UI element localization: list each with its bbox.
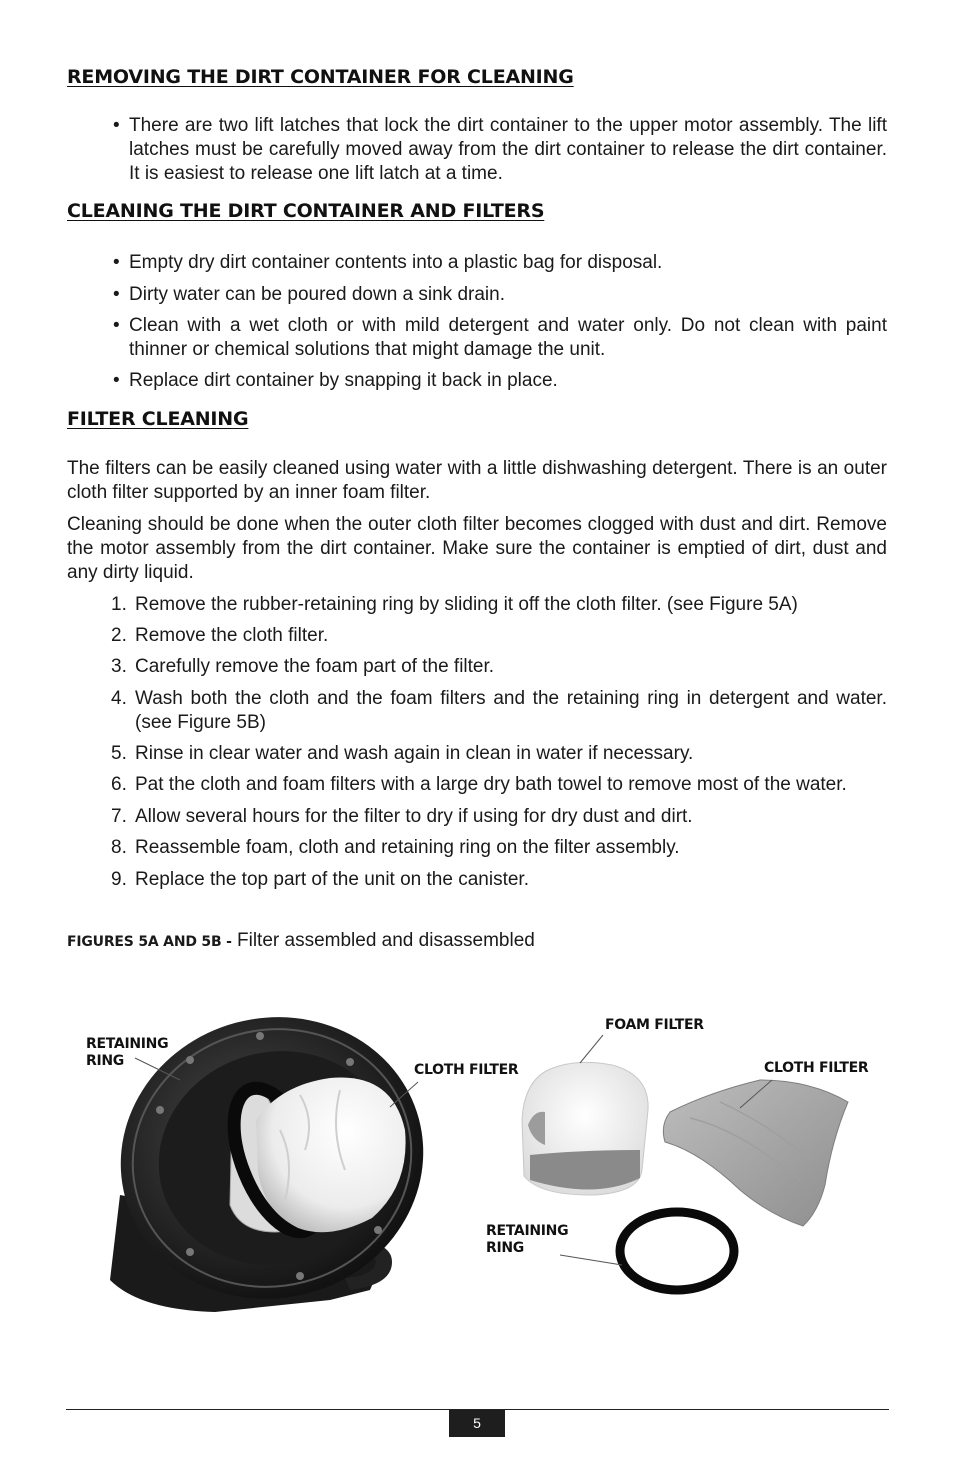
label-line: RETAINING (86, 1036, 169, 1052)
bullet-dot: • (113, 370, 120, 391)
step-text: Carefully remove the foam part of the filter. (135, 656, 495, 677)
bullet-text: Replace dirt container by snapping it back in place. (129, 370, 558, 391)
bullet-dot: • (113, 284, 120, 305)
step-number: 9. (111, 869, 127, 890)
step-text: Allow several hours for the filter to dry if using for dry dust and dirt. (135, 806, 693, 827)
heading-removing-dirt-container: REMOVING THE DIRT CONTAINER FOR CLEANING (67, 66, 574, 88)
step-number: 7. (111, 806, 127, 827)
step-number: 2. (111, 625, 127, 646)
leader-line (560, 1255, 622, 1265)
heading-cleaning-dirt-container: CLEANING THE DIRT CONTAINER AND FILTERS (67, 200, 545, 222)
label-line: RING (486, 1240, 524, 1256)
step-text: Rinse in clear water and wash again in clean in water if necessary. (135, 743, 694, 764)
figure-5b-foam-filter (522, 1062, 648, 1195)
step-text: Remove the rubber-retaining ring by sliding it off the cloth filter. (see Figure 5A) (135, 594, 798, 615)
bullet-text: Clean with a wet cloth or with mild detergent and water only. Do not clean with paint thinner or chemical solutions that might damage the unit. (129, 315, 887, 360)
figure-5b-cloth-filter (663, 1080, 848, 1226)
figure-caption-bold: FIGURES 5A AND 5B - (67, 934, 232, 950)
label-cloth-filter-5b: CLOTH FILTER (764, 1060, 869, 1076)
step-number: 4. (111, 688, 127, 709)
bullet-dot: • (113, 252, 120, 273)
bullet-text: There are two lift latches that lock the dirt container to the upper motor assembly. The lift latches must be carefully moved away from the dirt container to release the dirt container. It is easiest to release one lift latch at a time. (129, 115, 887, 184)
label-foam-filter-5b: FOAM FILTER (605, 1017, 704, 1033)
step-number: 3. (111, 656, 127, 677)
label-retaining-ring-5a (86, 1036, 168, 1070)
label-line: RING (86, 1053, 124, 1069)
step-text: Wash both the cloth and the foam filters and the retaining ring in detergent and water. (see Figure 5B) (135, 688, 887, 733)
step-number: 8. (111, 837, 127, 858)
bullet-text: Dirty water can be poured down a sink drain. (129, 284, 505, 305)
step-number: 5. (111, 743, 127, 764)
leader-line (580, 1035, 603, 1063)
figure-5b-retaining-ring (620, 1212, 734, 1290)
bullet-dot: • (113, 115, 120, 136)
step-number: 6. (111, 774, 127, 795)
page-number: 5 (449, 1410, 505, 1437)
bullet-text: Empty dry dirt container contents into a plastic bag for disposal. (129, 252, 663, 273)
bullet-dot: • (113, 315, 120, 336)
step-number: 1. (111, 594, 127, 615)
paragraph: The filters can be easily cleaned using water with a little dishwashing detergent. There is an outer cloth filter supported by an inner foam filter. (67, 458, 887, 503)
label-cloth-filter-5a: CLOTH FILTER (414, 1062, 519, 1078)
step-text: Reassemble foam, cloth and retaining ring on the filter assembly. (135, 837, 680, 858)
figure-caption-text: Filter assembled and disassembled (231, 930, 535, 951)
heading-filter-cleaning: FILTER CLEANING (67, 408, 249, 430)
paragraph: Cleaning should be done when the outer cloth filter becomes clogged with dust and dirt. Remove the motor assembly from the dirt container. Make sure the container is emptied of dirt, dust and any dirty liquid. (67, 514, 887, 583)
step-text: Remove the cloth filter. (135, 625, 329, 646)
label-retaining-ring-5b (486, 1223, 568, 1257)
label-line: RETAINING (486, 1223, 569, 1239)
step-text: Replace the top part of the unit on the canister. (135, 869, 529, 890)
step-text: Pat the cloth and foam filters with a large dry bath towel to remove most of the water. (135, 774, 847, 795)
